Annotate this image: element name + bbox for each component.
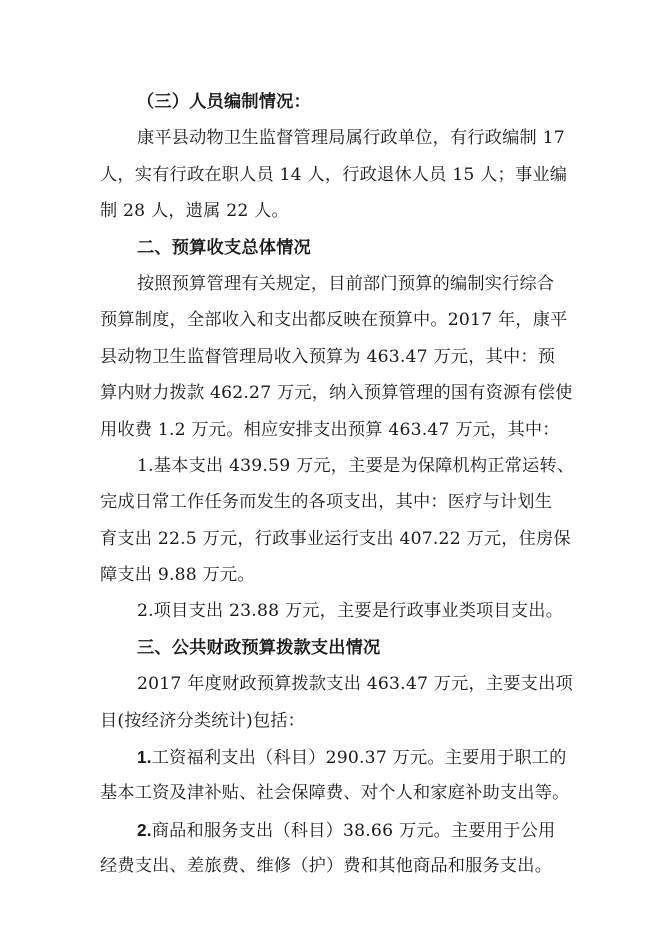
list-text: 商品和服务支出（科目）38.66 万元。主要用于公用 [151, 820, 556, 841]
paragraph-line: 人，实有行政在职人员 14 人，行政退休人员 15 人；事业编 [100, 164, 568, 185]
section-heading-budget-overview: 二、预算收支总体情况 [137, 237, 311, 258]
paragraph-line: 用收费 1.2 万元。相应安排支出预算 463.47 万元，其中： [100, 419, 560, 440]
paragraph-line: 按照预算管理有关规定，目前部门预算的编制实行综合 [137, 273, 555, 294]
paragraph-line: 障支出 9.88 万元。 [100, 565, 255, 586]
document-page [100, 84, 575, 885]
paragraph-line: 县动物卫生监督管理局收入预算为 463.47 万元，其中：预 [100, 346, 556, 367]
paragraph-line: 基本工资及津补贴、社会保障费、对个人和家庭补助支出等。 [100, 783, 570, 804]
paragraph-line: 目(按经济分类统计)包括： [100, 710, 306, 731]
paragraph-line: 康平县动物卫生监督管理局属行政单位，有行政编制 17 [137, 128, 565, 149]
list-item-goods-services [100, 812, 562, 848]
paragraph-line: 完成日常工作任务而发生的各项支出，其中：医疗与计划生 [100, 492, 553, 513]
paragraph-line: 算内财力拨款 462.27 万元，纳入预算管理的国有资源有偿使 [100, 383, 573, 404]
paragraph-line: 经费支出、差旅费、维修（护）费和其他商品和服务支出。 [100, 856, 553, 877]
paragraph-line: 制 28 人，遗属 22 人。 [100, 201, 289, 222]
paragraph-line: 育支出 22.5 万元，行政事业运行支出 407.22 万元，住房保 [100, 528, 571, 549]
list-number: 1. [137, 747, 152, 768]
list-item-wages-welfare [100, 739, 567, 775]
paragraph-line: 预算制度，全部收入和支出都反映在预算中。2017 年，康平 [100, 310, 568, 331]
list-item-project-expenditure: 2.项目支出 23.88 万元，主要是行政事业类项目支出。 [137, 601, 564, 622]
section-heading-staffing: （三）人员编制情况： [137, 92, 311, 112]
list-number: 2. [137, 819, 152, 840]
list-item-basic-expenditure: 1.基本支出 439.59 万元，主要是为保障机构正常运转、 [137, 455, 575, 476]
section-heading-public-finance: 三、公共财政预算拨款支出情况 [137, 637, 381, 658]
list-text: 工资福利支出（科目）290.37 万元。主要用于职工的 [151, 748, 567, 769]
paragraph-line: 2017 年度财政预算拨款支出 463.47 万元，主要支出项 [137, 674, 573, 695]
